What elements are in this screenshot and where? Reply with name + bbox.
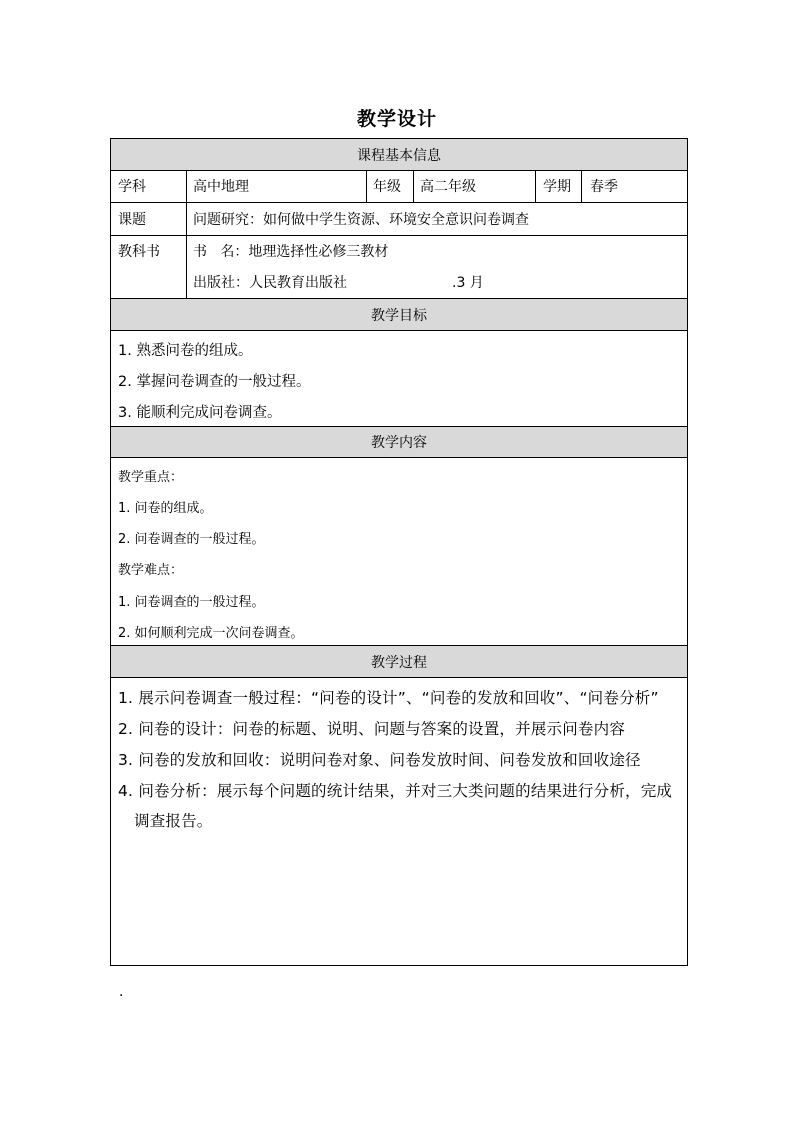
divider [111, 457, 687, 458]
divider [111, 170, 687, 171]
column-divider [186, 170, 187, 298]
term-label: 学期 [543, 179, 571, 195]
column-divider [581, 170, 582, 202]
objective-item: 2. 掌握问卷调查的一般过程。 [118, 374, 311, 390]
key-point-item: 1. 问卷的组成。 [118, 501, 213, 516]
section-header-content: 教学内容 [111, 427, 687, 457]
process-item: 4. 问卷分析：展示每个问题的统计结果，并对三大类问题的结果进行分析，完成 [118, 782, 673, 800]
term-value: 春季 [590, 179, 618, 195]
objective-item: 3. 能顺利完成问卷调查。 [118, 405, 282, 421]
process-item-continuation: 调查报告。 [134, 812, 213, 830]
publish-month: .3 月 [452, 275, 484, 291]
difficult-point-item: 2. 如何顺利完成一次问卷调查。 [118, 626, 304, 641]
topic-label: 课题 [118, 212, 146, 228]
process-item: 3. 问卷的发放和回收：说明问卷对象、问卷发放时间、问卷发放和回收途径 [118, 751, 641, 769]
section-header-process: 教学过程 [111, 646, 687, 677]
objective-item: 1. 熟悉问卷的组成。 [118, 343, 253, 359]
textbook-label: 教科书 [118, 244, 160, 260]
section-header-objectives: 教学目标 [111, 299, 687, 330]
key-points-label: 教学重点： [118, 470, 184, 485]
column-divider [535, 170, 536, 202]
textbook-name: 书 名：地理选择性必修三教材 [193, 244, 389, 260]
difficult-points-label: 教学难点： [118, 563, 184, 578]
column-divider [413, 170, 414, 202]
lesson-plan-table [110, 138, 688, 966]
column-divider [366, 170, 367, 202]
difficult-point-item: 1. 问卷调查的一般过程。 [118, 595, 265, 610]
grade-value: 高二年级 [420, 179, 476, 195]
key-point-item: 2. 问卷调查的一般过程。 [118, 532, 265, 547]
subject-value: 高中地理 [193, 179, 249, 195]
process-item: 2. 问卷的设计：问卷的标题、说明、问题与答案的设置，并展示问卷内容 [118, 720, 626, 738]
divider [111, 330, 687, 331]
divider [111, 202, 687, 203]
divider [111, 235, 687, 236]
trailing-mark: . [119, 984, 124, 1000]
topic-value: 问题研究：如何做中学生资源、环境安全意识问卷调查 [193, 212, 529, 228]
divider [111, 677, 687, 678]
page-title: 教学设计 [356, 108, 437, 130]
subject-label: 学科 [118, 179, 146, 195]
section-header-basic-info: 课程基本信息 [111, 139, 687, 170]
publisher: 出版社：人民教育出版社 [193, 275, 347, 291]
grade-label: 年级 [373, 179, 401, 195]
process-item: 1. 展示问卷调查一般过程：“问卷的设计”、“问卷的发放和回收”、“问卷分析” [118, 689, 659, 707]
